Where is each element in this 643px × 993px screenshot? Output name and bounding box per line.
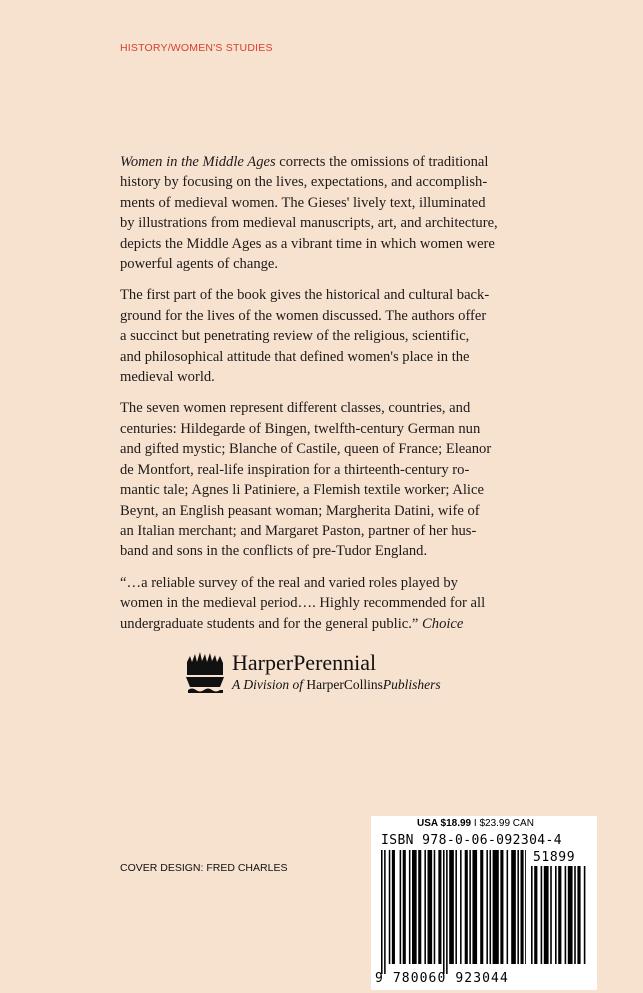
barcode-bar	[584, 866, 586, 964]
barcode-bar	[389, 850, 391, 964]
barcode-bar	[384, 850, 386, 974]
blurb-line: ments of medieval women. The Gieses' lively text, illuminated	[120, 194, 486, 211]
review-quote	[120, 573, 588, 634]
barcode-bar	[486, 850, 488, 964]
barcode-bar	[455, 850, 457, 964]
quote-source: Choice	[422, 615, 464, 632]
blurb-line: The seven women represent different classes, countries, and	[120, 400, 471, 417]
price-addon-barcode	[531, 866, 591, 974]
barcode-bar	[558, 866, 561, 964]
barcode-bar	[418, 850, 421, 964]
publisher-division: A Division of HarperCollinsPublishers	[232, 677, 441, 692]
blurb-line: depicts the Middle Ages as a vibrant time in which women were	[120, 235, 495, 252]
blurb-line: an Italian merchant; and Margaret Paston, partner of her hus-	[120, 522, 477, 539]
barcode-bar	[544, 866, 549, 964]
blurb-line: Beynt, an English peasant woman; Margherita Datini, wife of	[120, 502, 480, 519]
barcode-bar	[531, 866, 533, 964]
barcode-bar	[469, 850, 471, 964]
barcode-bar	[412, 850, 417, 964]
barcode-bar	[403, 850, 406, 964]
barcode-bar	[443, 850, 445, 974]
barcode-bar	[438, 850, 441, 964]
blurb-line: centuries: Hildegarde of Bingen, twelfth-century German nun	[120, 420, 481, 437]
harper-logo-icon	[186, 650, 224, 694]
barcode-bar	[550, 866, 552, 964]
blurb-line: and gifted mystic; Blanche of Castile, queen of France; Eleanor	[120, 441, 492, 458]
barcode-bar	[424, 850, 426, 964]
barcode-bar	[460, 850, 462, 964]
barcode-bar	[511, 850, 516, 964]
blurb-line: a succinct but penetrating review of the religious, scientific,	[120, 328, 470, 345]
barcode-bar	[574, 866, 576, 964]
barcode-bar	[480, 850, 483, 964]
barcode-bar	[392, 850, 395, 964]
barcode-bar	[493, 850, 499, 964]
barcode-bar	[446, 850, 448, 974]
blurb-line: mantic tale; Agnes li Patiniere, a Flemish textile worker; Alice	[120, 482, 484, 499]
barcode-bar	[507, 850, 509, 964]
barcode-panel	[371, 816, 597, 990]
barcode-bar	[565, 866, 567, 964]
quote-line: undergraduate students and for the general public.” Choice	[120, 615, 464, 632]
category-label: HISTORY/WOMEN'S STUDIES	[120, 42, 273, 54]
barcode-bar	[428, 850, 433, 964]
ean-digits-label: 9 780060 923044	[375, 971, 509, 986]
barcode-bar	[534, 866, 537, 964]
ean-barcode	[381, 850, 526, 974]
barcode-bar	[381, 850, 383, 974]
blurb-line: by illustrations from medieval manuscripts, art, and architecture,	[120, 215, 498, 232]
blurb-paragraph-2	[120, 285, 588, 387]
blurb-line: The first part of the book gives the historical and cultural back-	[120, 287, 490, 304]
barcode-bar	[568, 866, 573, 964]
barcode-bar	[400, 850, 402, 964]
barcode-bar	[555, 866, 557, 964]
isbn-label: ISBN 978-0-06-092304-4	[381, 833, 562, 848]
barcode-bar	[500, 850, 503, 964]
blurb-line: powerful agents of change.	[120, 256, 279, 273]
quote-line: “…a reliable survey of the real and varied roles played by	[120, 574, 458, 591]
blurb-line: band and sons in the conflicts of pre-Tudor England.	[120, 543, 428, 560]
barcode-bar	[409, 850, 411, 964]
blurb-line: history by focusing on the lives, expectations, and accomplish-	[120, 174, 488, 191]
book-title: Women in the Middle Ages	[120, 154, 276, 170]
publisher-imprint	[186, 650, 441, 694]
blurb-line: Women in the Middle Ages corrects the omissions of traditional	[120, 154, 489, 170]
barcode-bar	[434, 850, 436, 964]
barcode-bar	[517, 850, 519, 964]
barcode-bar	[521, 850, 524, 964]
barcode-bar	[541, 866, 543, 964]
barcode-bar	[465, 850, 468, 964]
cover-design-credit: COVER DESIGN: FRED CHARLES	[120, 862, 288, 874]
blurb-paragraph-3	[120, 398, 588, 561]
blurb-line: and philosophical attitude that defined women's place in the	[120, 348, 470, 365]
blurb-line: de Montfort, real-life inspiration for a thirteenth-century ro-	[120, 461, 470, 478]
barcode-bar	[472, 850, 477, 964]
price-label: USA $18.99 I $23.99 CAN	[417, 818, 534, 829]
back-cover-blurb	[120, 152, 588, 645]
quote-line: women in the medieval period…. Highly recommended for all	[120, 595, 486, 612]
blurb-paragraph-1	[120, 152, 588, 274]
barcode-bar	[525, 850, 526, 964]
barcode-bar	[449, 850, 454, 964]
blurb-line: medieval world.	[120, 369, 215, 386]
barcode-bar	[577, 866, 580, 964]
publisher-name: HarperPerennial	[232, 650, 377, 675]
price-code-label: 51899	[533, 850, 576, 865]
barcode-bar	[490, 850, 492, 964]
blurb-line: ground for the lives of the women discussed. The authors offer	[120, 307, 487, 324]
